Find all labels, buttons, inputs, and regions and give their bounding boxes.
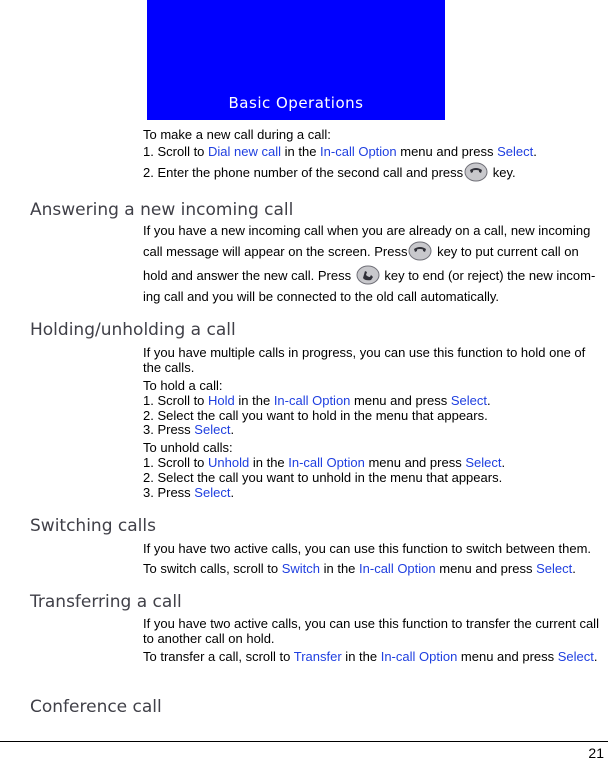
heading-holding: Holding/unholding a call	[30, 320, 236, 340]
answering-line-2: call message will appear on the screen. Press key to put current call on	[143, 244, 579, 261]
call-send-key-icon	[464, 162, 488, 182]
unhold-step-3: 3. Press Select.	[143, 485, 235, 500]
footer-rule	[0, 741, 608, 742]
transferring-step: To transfer a call, scroll to Transfer in the In-call Option menu and press Select.	[143, 649, 598, 664]
transferring-intro: If you have two active calls, you can use this function to transfer the current call to another call on hold.	[143, 616, 599, 646]
chapter-banner	[147, 0, 445, 120]
unhold-step-2: 2. Select the call you want to unhold in the menu that appears.	[143, 470, 503, 485]
answering-line-4: ing call and you will be connected to the old call automatically.	[143, 289, 500, 304]
heading-conference: Conference call	[30, 697, 162, 717]
answering-line-1: If you have a new incoming call when you are already on a call, new incoming	[143, 223, 591, 238]
hold-step-3: 3. Press Select.	[143, 422, 235, 437]
hold-title: To hold a call:	[143, 378, 223, 393]
hold-step-1: 1. Scroll to Hold in the In-call Option menu and press Select.	[143, 393, 491, 408]
answering-line-3: hold and answer the new call. Press key to end (or reject) the new incom-	[143, 268, 595, 285]
chapter-title: Basic Operations	[228, 94, 364, 112]
page-number: 21	[588, 745, 604, 761]
holding-intro: If you have multiple calls in progress, you can use this function to hold one of the calls.	[143, 345, 586, 375]
new-call-intro: To make a new call during a call:	[143, 127, 331, 142]
unhold-step-1: 1. Scroll to Unhold in the In-call Option menu and press Select.	[143, 455, 506, 470]
switching-intro: If you have two active calls, you can use this function to switch between them.	[143, 541, 592, 556]
call-send-key-icon	[408, 241, 432, 261]
new-call-step-2: 2. Enter the phone number of the second call and press key.	[143, 165, 516, 182]
switching-step: To switch calls, scroll to Switch in the In-call Option menu and press Select.	[143, 561, 576, 576]
heading-transferring: Transferring a call	[30, 592, 182, 612]
hold-step-2: 2. Select the call you want to hold in the menu that appears.	[143, 408, 488, 423]
heading-answering: Answering a new incoming call	[30, 200, 294, 220]
unhold-title: To unhold calls:	[143, 440, 233, 455]
new-call-step-1: 1. Scroll to Dial new call in the In-call Option menu and press Select.	[143, 144, 537, 159]
call-end-key-icon	[356, 265, 380, 285]
heading-switching: Switching calls	[30, 516, 156, 536]
